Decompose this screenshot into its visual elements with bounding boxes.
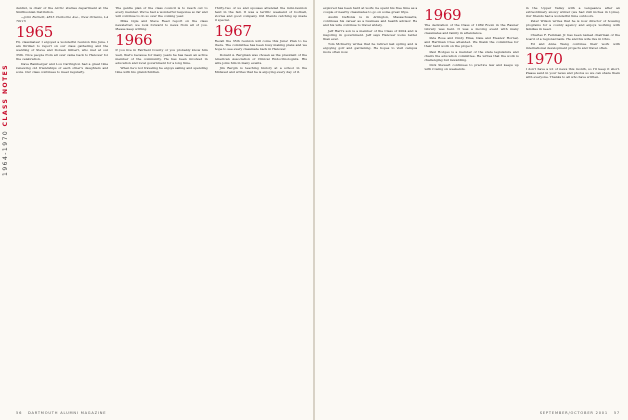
section-title: CLASS NOTES <box>2 63 9 127</box>
paragraph: explored has been hard at work; he spent his free time as a couple of nearby classmates to go on some great trips. <box>323 6 418 15</box>
left-column-1 <box>16 6 108 402</box>
paragraph: Ed and Anne Weng continue their work with international development projects and travel often. <box>525 41 620 50</box>
class-year-heading: 1967 <box>214 22 252 41</box>
section-tab <box>2 6 14 176</box>
right-column-3 <box>526 6 620 402</box>
paragraph: —John Burnett, 4815 Claiborne Ave., New Orleans, LA 70115 <box>16 15 109 24</box>
magazine-title: DARTMOUTH ALUMNI MAGAZINE <box>28 411 107 415</box>
paragraph: The gentle plan of the class council is to reach out to every member. We've had a wonderful response so far and will continue to do so over the coming year. <box>115 6 208 19</box>
left-page <box>0 0 313 420</box>
paragraph: I don't have a lot of news this month, so I'll keep it short. Please send in your news and photos so we can share them with everyone. Thanks to all who have written. <box>525 67 620 80</box>
paragraph: Paul Hodges is a member of the state legislature and chairs the education committee. He writes that the work is challenging but rewarding. <box>424 49 519 62</box>
class-year-heading: 1969 <box>424 6 462 24</box>
paragraph: Recall the 35th reunion will come this June! Plan to be there. The committee has been busy making plans and we hope to see every classmate back in Hanover. <box>214 39 307 52</box>
section-years: 1964-1970 <box>2 129 9 176</box>
paragraph: When he's not traveling he enjoys sailing and spending time with his grandchildren. <box>115 65 208 74</box>
paragraph: The dedication of the Class of 1969 Room in the Rauner Library was held. It was a moving event with many classmates and family in attendance. <box>424 23 519 36</box>
page-number: 56 <box>16 411 23 415</box>
paragraph: Jim Bergin is teaching history at a school in the Midwest and writes that he is enjoying every day of it. <box>214 65 307 74</box>
paragraph: Jeff Hart's son is a member of the Class of 2004 and is majoring in government. Jeff says Hanover looks better than ever. <box>323 28 418 41</box>
page-number: 57 <box>613 411 620 415</box>
class-year-heading: 1966 <box>115 31 153 50</box>
right-column-1 <box>323 6 417 402</box>
paragraph: Mike Ogle and Steve Reed report on the class newsletter; we look forward to news from all of you. Please keep writing. <box>115 19 208 32</box>
paragraph: If you live in Fairfield County or you probably know him well, that's because for many years he has been an active member of the community. He has been involved in education and local government for a long time. <box>115 48 208 65</box>
page-footer-left <box>16 411 106 415</box>
paragraph: dentist, is chair of the Arctic studies department at the Smithsonian Institution. <box>16 6 109 15</box>
paragraph: Austin DeBonis is in Arlington, Massachusetts, continues his career as a business and health advisor. He and his wife continue to travel widely. <box>323 15 418 28</box>
class-year-heading: 1965 <box>16 23 53 42</box>
class-year-heading: 1970 <box>525 50 563 69</box>
paragraph: in the Upper Valley with a vengeance after an extraordinary snowy winter (we had 240 inches in Lyme). Our friends had a wonderful time outdoors. <box>525 6 620 19</box>
right-column-2 <box>424 6 518 402</box>
paragraph: Donald A. Bergman was chosen as the president of the American Association of Clinical Endocrinologists. His wife joins him in many events. <box>214 52 307 65</box>
left-column-3 <box>215 6 307 402</box>
paragraph: Dave Bamberger and Lou Carrington had a great time renewing old friendships of each other's daughters and sons. Our class continues to meet regularly. <box>16 61 109 74</box>
paragraph: Thirty-two of us and spouses attended the mini-reunion held in the fall. It was a terrific weekend of football, stories and good company. Old friends catching up made it special. <box>214 6 307 23</box>
paragraph: Dick Stewart continues to practice law and keeps up with rowing on weekends. <box>424 62 519 72</box>
paragraph: Hi, classmates! I enjoyed a wonderful reunion this June. I am thrilled to report on our class gathering and the wedding of Steve and Doreen Gilbert, who met at our 35th. Nice people from all over came back to Hanover for the celebration. <box>16 40 109 61</box>
paragraph: Pete Rose and Cindy Elias, Dale and Eleanor Horner, and Hartman Cree attended. We thank the committee for their hard work on the project. <box>424 36 519 49</box>
magazine-issue: SEPTEMBER/OCTOBER 2001 <box>539 411 608 415</box>
paragraph: Charles F. Feinman Jr. has been named chairman of the board of a regional bank. He and his wife live in Ohio. <box>525 32 620 41</box>
paragraph: Tom McInerny writes that he retired last spring and is enjoying golf and gardening. He hopes to visit campus more often now. <box>323 41 418 55</box>
paragraph: Peter Wilson writes that he is now director of housing programs for a county agency and enjoys working with families in need. <box>525 19 620 32</box>
right-page <box>315 0 628 420</box>
left-column-2 <box>115 6 207 402</box>
page-footer-right <box>540 411 620 415</box>
